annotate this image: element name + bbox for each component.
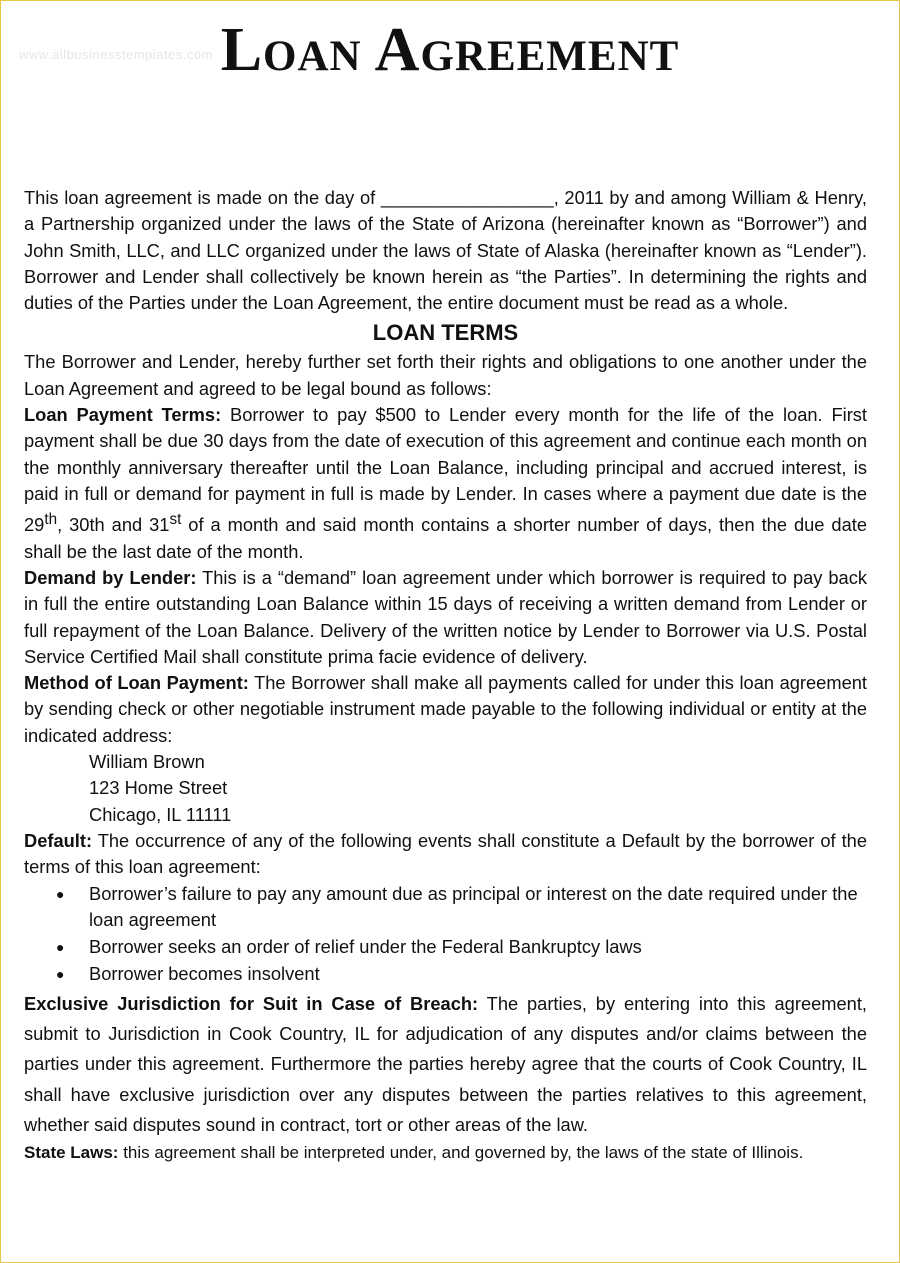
- method-text: The Borrower shall make all payments called for under this loan agreement by sending check or other negotiable instrument made payable to the following individual or entity at the indicated address:: [24, 672, 867, 746]
- bullet-icon: ●: [56, 966, 65, 983]
- default-label: Default:: [24, 829, 93, 851]
- bullet-icon: ●: [56, 939, 65, 956]
- bullet-icon: ●: [56, 885, 65, 902]
- payment-terms-sup-2: st: [169, 511, 182, 529]
- state-laws-label: State Laws:: [24, 1143, 119, 1163]
- address-line: 123 Home Street: [89, 777, 228, 799]
- payment-terms-text-c: of a month and said month contains a shorter number of days, then the due date shall be the last date of the month.: [24, 514, 868, 562]
- list-item-text: Borrower seeks an order of relief under the Federal Bankruptcy laws: [89, 936, 642, 958]
- address-block: [24, 749, 867, 828]
- state-laws-text: this agreement shall be interpreted under, and governed by, the laws of the state of Illinois.: [118, 1143, 804, 1163]
- demand-text: This is a “demand” loan agreement under which borrower is required to pay back in full the entire outstanding Loan Balance within 15 days of receiving a written demand from Lender or full repayment of the Loan Balance. Delivery of the written notice by Lender to Borrower via U.S. Postal Service Certified Mail shall constitute prima facie evidence of delivery.: [24, 566, 868, 667]
- payment-terms-text-a: Borrower to pay $500 to Lender every month for the life of the loan. First payment shall be due 30 days from the date of execution of this agreement and continue each month on the monthly anniversary thereafter until the Loan Balance, including principal and accrued interest, is paid in full or demand for payment in full is made by Lender. In cases where a payment due date is the 29: [24, 404, 868, 536]
- loan-terms-heading: LOAN TERMS: [372, 320, 519, 346]
- payment-terms-text-b: , 30th and 31: [57, 514, 170, 536]
- default-paragraph: [24, 828, 867, 881]
- method-label: Method of Loan Payment:: [24, 672, 249, 694]
- list-item-text: Borrower becomes insolvent: [89, 963, 320, 985]
- default-list: [24, 881, 867, 988]
- payment-terms-label: Loan Payment Terms:: [24, 404, 222, 426]
- method-paragraph: [24, 670, 867, 749]
- page-title: Loan Agreement: [220, 16, 680, 84]
- demand-paragraph: [24, 565, 867, 670]
- jurisdiction-text: The parties, by entering into this agreement, submit to Jurisdiction in Cook Country, IL for adjudication of any disputes and/or claims between the parties under this agreement. Furthermore the parties hereby agree that the courts of Cook Country, IL shall have exclusive jurisdiction over any disputes between the parties relatives to this agreement, whether said disputes sound in contract, tort or other areas of the law.: [24, 992, 867, 1135]
- loan-terms-intro: The Borrower and Lender, hereby further set forth their rights and obligations to one another under the Loan Agreement and agreed to be legal bound as follows:: [24, 351, 867, 399]
- address-line: Chicago, IL 11111: [89, 803, 232, 825]
- payment-terms-paragraph: [24, 402, 867, 565]
- jurisdiction-label: Exclusive Jurisdiction for Suit in Case of Breach:: [24, 992, 479, 1014]
- default-text: The occurrence of any of the following events shall constitute a Default by the borrower of the terms of this loan agreement:: [24, 829, 867, 878]
- demand-label: Demand by Lender:: [24, 566, 197, 588]
- state-laws-paragraph: [24, 1140, 867, 1166]
- list-item: [24, 881, 867, 934]
- document-body: [24, 185, 867, 1166]
- intro-paragraph: This loan agreement is made on the day of _________________, 2011 by and among William & Henry, a Partnership organized under the laws of the State of Arizona (hereinafter known as “Borrower”) and John Smith, LLC, and LLC organized under the laws of State of Alaska (hereinafter known as “Lender”). Borrower and Lender shall collectively be known herein as “the Parties”. In determining the rights and duties of the Parties under the Loan Agreement, the entire document must be read as a whole.: [24, 187, 867, 314]
- payment-terms-sup-1: th: [44, 511, 58, 529]
- watermark: www.allbusinesstemplates.com: [19, 47, 213, 62]
- address-line: William Brown: [89, 751, 205, 773]
- list-item: [24, 934, 867, 960]
- jurisdiction-paragraph: [24, 989, 867, 1140]
- list-item-text: Borrower’s failure to pay any amount due as principal or interest on the date required under the loan agreement: [89, 882, 858, 930]
- list-item: [24, 961, 867, 987]
